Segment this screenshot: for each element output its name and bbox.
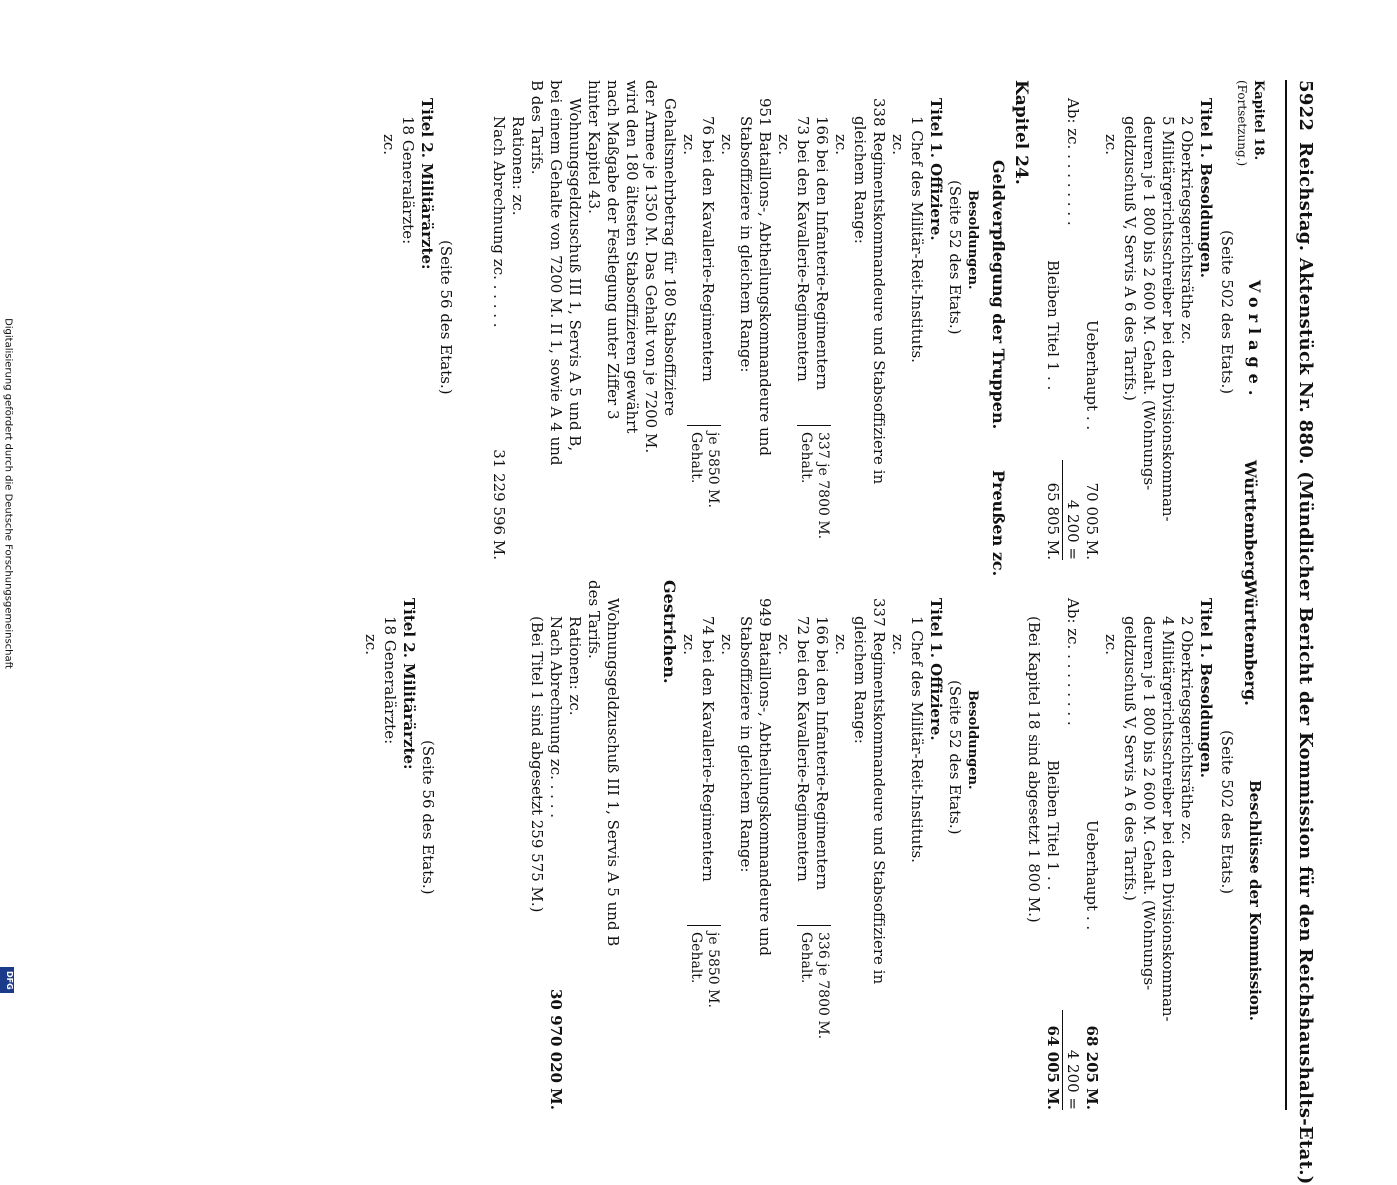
page-title: Reichstag. Aktenstück Nr. 880. (Mündlicher Bericht der Kommission für den Reichshaushalts-Etat.) — [1295, 142, 1316, 1185]
text-line: 2 Oberkriegsgerichtsräthe zc. — [1178, 616, 1196, 845]
seite-note: (Seite 502 des Etats.) — [1218, 230, 1236, 395]
amount: 4 200 = — [1064, 1049, 1082, 1110]
text-line: zc. — [680, 134, 698, 156]
titel-offiziere: Titel 1. Offiziere. — [927, 98, 945, 241]
text-line: zc. — [718, 634, 736, 656]
kap18-block-r — [1024, 580, 1215, 1110]
text-line: Wohnungsgeldzuschuß III 1, Servis A 5 und B, — [566, 98, 584, 452]
amount: 4 200 = — [1064, 499, 1082, 560]
kap18-label: Kapitel 18. — [1251, 80, 1266, 161]
besoldungen-heading: Besoldungen. — [965, 190, 980, 290]
vorlage-heading: Vorlage. — [1245, 280, 1264, 402]
text-line: zc. — [680, 634, 698, 656]
text-line: Rationen: zc. — [566, 616, 584, 716]
text-line: 18 Generalärzte: — [399, 116, 417, 245]
document-page — [275, 80, 1316, 1185]
text-line: nach Maßgabe der Festlegung unter Ziffer 3 — [604, 80, 622, 420]
funding-note: Digitalisierung gefördert durch die Deutsche Forschungsgemeinschaft — [2, 318, 14, 669]
text-line: deuren je 1 800 bis 2 600 M. Gehalt. (Wohnungs- — [1140, 116, 1158, 491]
brace-text: je 5850 M. Gehalt. — [687, 925, 721, 1052]
titel-aerzte: Titel 2. Militärärzte: — [400, 598, 418, 770]
bleiben-row: Bleiben Titel 1 . . 64 005 M. — [1044, 760, 1062, 1110]
amount: 70 005 M. — [1083, 482, 1101, 560]
page-number: 5922 — [1295, 80, 1316, 132]
text-line: zc. — [832, 634, 850, 656]
aerzte-block — [379, 80, 455, 560]
text-line: 166 bei den Infanterie-Regimentern — [813, 116, 831, 390]
nach-row: Nach Abrechnung zc. . . . . 30 970 020 M. — [547, 616, 565, 1110]
ueberhaupt-row: Ueberhaupt . . 70 005 M. — [1083, 320, 1101, 560]
seite-note: (Seite 56 des Etats.) — [437, 240, 455, 395]
amount: 30 970 020 M. — [547, 989, 565, 1110]
besoldungen-heading: Besoldungen. — [965, 690, 980, 790]
text-line: 5 Militärgerichtsschreiber bei den Divisionskomman- — [1159, 116, 1177, 522]
text-line: 4 Militärgerichtsschreiber bei den Divisionskomman- — [1159, 616, 1177, 1022]
text-line: Stabsoffiziere in gleichem Range: — [737, 116, 755, 373]
kap24-label: Kapitel 24. — [1011, 80, 1031, 185]
dfg-logo: DFG — [0, 967, 14, 993]
region-wuerttemberg-r: Württemberg. — [1241, 580, 1260, 706]
offiziere-block — [489, 80, 945, 560]
text-line: hinter Kapitel 43. — [585, 80, 603, 214]
gestrichen-label: Gestrichen. — [660, 580, 679, 684]
text-line: (Bei Titel 1 sind abgesetzt 259 575 M.) — [528, 616, 546, 913]
text-line: des Tarifs. — [585, 580, 603, 659]
region-wuerttemberg: Württemberg. — [1241, 460, 1260, 586]
text-line: zc. — [889, 134, 907, 156]
text-line: 76 bei den Kavallerie-Regimentern — [699, 116, 717, 382]
brace-group — [793, 80, 831, 560]
text-line: geldzuschuß V, Servis A 6 des Tarifs.) — [1121, 116, 1139, 401]
text-line: 949 Bataillons-, Abtheilungskommandeure und — [756, 598, 774, 956]
amount: 65 805 M. — [1044, 482, 1062, 560]
text-line: 73 bei den Kavallerie-Regimentern — [794, 116, 812, 382]
text-line: 337 Regimentskommandeure und Stabsoffiziere in — [870, 598, 888, 985]
ab-row: Ab: zc. . . . . . . . . 4 200 = — [1064, 98, 1082, 560]
kap24-title: Geldverpflegung der Truppen. — [989, 160, 1008, 430]
text-line: Gehaltsmehrbetrag für 180 Stabsoffiziere — [661, 98, 679, 417]
text-line: Wohnungsgeldzuschuß III 1, Servis A 5 und B — [604, 598, 622, 947]
text-line: Rationen: zc. — [509, 116, 527, 216]
text-line: zc. — [832, 134, 850, 156]
offiziere-block-r — [527, 580, 945, 1110]
ueberhaupt-row: Ueberhaupt . . 68 205 M. — [1083, 820, 1101, 1110]
aerzte-block-r — [361, 580, 437, 1110]
text-line: zc. — [1102, 634, 1120, 656]
text-line: der Armee je 1350 M. Das Gehalt von je 7200 M. — [642, 80, 660, 454]
text-line: wird den 180 ältesten Stabsoffizieren gewährt — [623, 80, 641, 434]
text-line: 2 Oberkriegsgerichtsräthe zc. — [1178, 116, 1196, 345]
amount: 68 205 M. — [1083, 1025, 1101, 1110]
amount: 31 229 596 M. — [490, 449, 508, 560]
text-line: Stabsoffiziere in gleichem Range: — [737, 616, 755, 873]
text-line: 72 bei den Kavallerie-Regimentern — [794, 616, 812, 882]
seite-note: (Seite 52 des Etats.) — [946, 180, 964, 335]
seite-note: (Seite 52 des Etats.) — [946, 680, 964, 835]
beschluesse-heading: Beschlüsse der Kommission. — [1246, 780, 1264, 1021]
text-line: 338 Regimentskommandeure und Stabsoffiziere in — [870, 98, 888, 485]
seite-note: (Seite 502 des Etats.) — [1218, 730, 1236, 895]
text-line: 18 Generalärzte: — [381, 616, 399, 745]
text-line: zc. — [1102, 134, 1120, 156]
titel-offiziere: Titel 1. Offiziere. — [927, 598, 945, 741]
text-line: zc. — [362, 634, 380, 656]
text-line: 166 bei den Infanterie-Regimentern — [813, 616, 831, 890]
text-line: 1 Chef des Militär-Reit-Instituts. — [908, 116, 926, 363]
text-line: zc. — [718, 134, 736, 156]
text-line: zc. — [775, 634, 793, 656]
text-line: bei einem Gehalte von 7200 M. II 1, sowie A 4 und — [547, 80, 565, 466]
seite-note: (Seite 56 des Etats.) — [419, 740, 437, 895]
funding-sidebar — [0, 0, 16, 1000]
ab-row: Ab: zc. . . . . . . . . 4 200 = — [1064, 598, 1082, 1110]
bleiben-row: Bleiben Titel 1 . . 65 805 M. — [1044, 260, 1062, 560]
text-line: 74 bei den Kavallerie-Regimentern — [699, 616, 717, 882]
text-line: zc. — [889, 634, 907, 656]
text-line: gleichem Range: — [851, 116, 869, 244]
text-line: geldzuschuß V, Servis A 6 des Tarifs.) — [1121, 616, 1139, 901]
kap18-cont: (Fortsetzung.) — [1235, 80, 1249, 167]
text-line: 1 Chef des Militär-Reit-Instituts. — [908, 616, 926, 863]
header-rule — [1285, 80, 1287, 1110]
text-line: gleichem Range: — [851, 616, 869, 744]
text-line: zc. — [775, 134, 793, 156]
text-line: B des Tarifs. — [528, 80, 546, 175]
brace-text: 336 je 7800 M. Gehalt. — [797, 925, 831, 1052]
brace-text: je 5850 M. Gehalt. — [687, 425, 721, 552]
text-line: zc. — [380, 134, 398, 156]
brace-group — [793, 580, 831, 1110]
text-line: 951 Bataillons-, Abtheilungskommandeure und — [756, 98, 774, 456]
text-line: deuren je 1 800 bis 2 600 M. Gehalt. (Wohnungs- — [1140, 616, 1158, 991]
brace-text: 337 je 7800 M. Gehalt. — [797, 425, 831, 552]
amount: 64 005 M. — [1044, 1025, 1062, 1110]
kap18-block — [1043, 80, 1215, 560]
titel1-line: Titel 1. Besoldungen. — [1197, 598, 1215, 778]
text-line: (Bei Kapitel 18 sind abgesetzt 1 800 M.) — [1025, 616, 1043, 923]
region-preussen: Preußen zc. — [989, 470, 1008, 577]
titel1-line: Titel 1. Besoldungen. — [1197, 98, 1215, 278]
nach-row: Nach Abrechnung zc. . . . . . 31 229 596 M. — [490, 116, 508, 560]
titel-aerzte: Titel 2. Militärärzte: — [418, 98, 436, 270]
